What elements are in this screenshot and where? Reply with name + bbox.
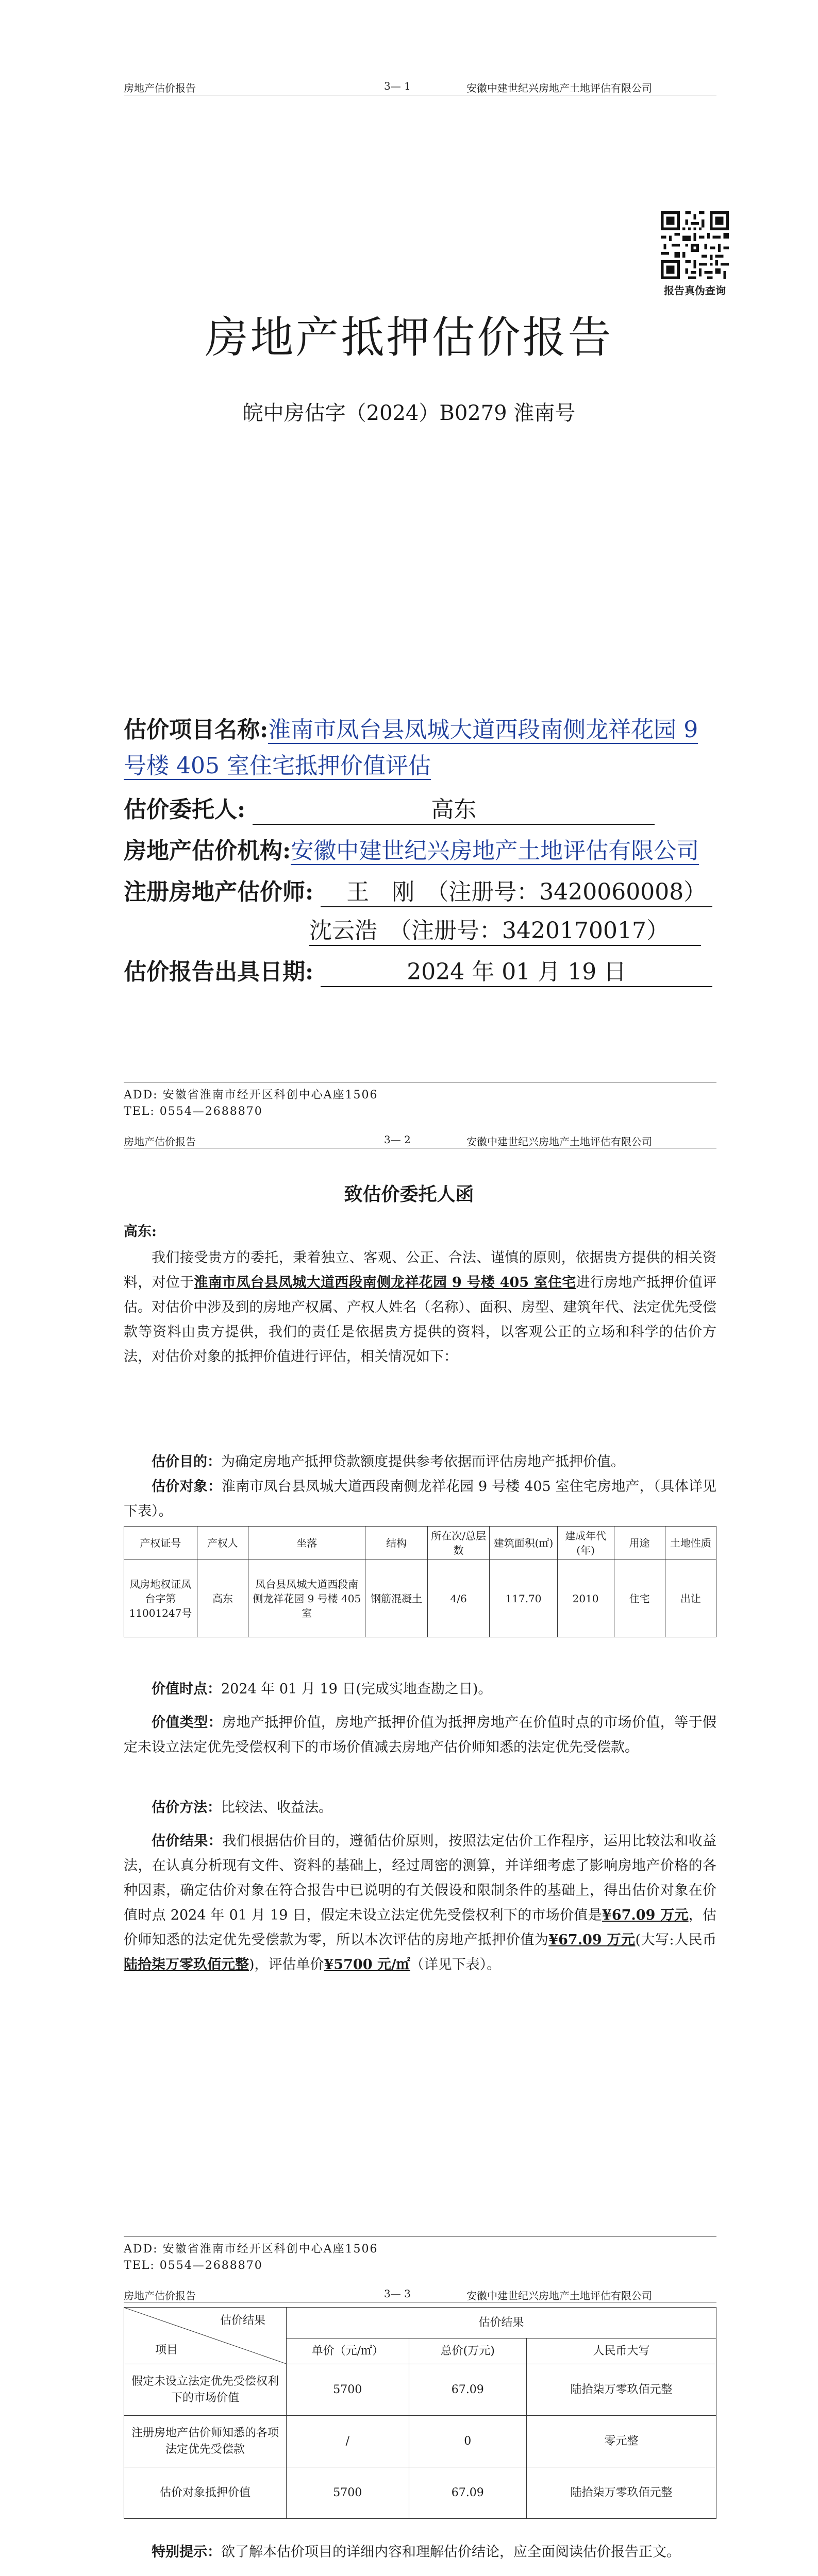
intro-address: 淮南市凤台县凤城大道西段南侧龙祥花园 9 号楼 405 室住宅 (194, 1275, 576, 1291)
appraiser-row-2 (309, 912, 701, 946)
result-paragraph (124, 1829, 716, 1977)
value-time-paragraph (124, 1677, 716, 1702)
unit-price: ¥5700 元/㎡ (324, 1957, 410, 1973)
td-use: 住宅 (614, 1560, 665, 1637)
header-left: 房地产估价报告 (124, 1136, 196, 1148)
header-page-number: 3— 2 (384, 1133, 411, 1146)
date-value (321, 953, 712, 987)
td-total: 67.09 (409, 2364, 526, 2416)
appraiser-2-text: 沈云浩 （注册号：3420170017） (309, 918, 669, 944)
purpose-text: 为确定房地产抵押贷款额度提供参考依据而评估房地产抵押价值。 (221, 1454, 625, 1470)
td-unit: 5700 (287, 2364, 409, 2416)
special-notice (124, 2540, 716, 2565)
header-page-number: 3— 3 (384, 2287, 411, 2300)
appraiser-row (124, 873, 712, 907)
result-table (124, 2307, 716, 2519)
th-upper: 人民币大写 (526, 2338, 716, 2364)
th-unit: 单价（元/㎡） (287, 2338, 409, 2364)
page-footer (124, 1087, 378, 1120)
qr-code-icon[interactable] (661, 211, 729, 279)
project-name-line1: 淮南市凤台县凤城大道西段南侧龙祥花园 9 (268, 717, 698, 743)
time-label: 价值时点： (152, 1681, 221, 1697)
td-land: 出让 (665, 1560, 716, 1637)
th-cert: 产权证号 (124, 1527, 197, 1560)
property-table (124, 1526, 716, 1637)
object-text: 淮南市凤台县凤城大道西段南侧龙祥花园 9 号楼 405 室住宅房地产，（具体详见下表）。 (124, 1479, 717, 1519)
appraiser-2 (309, 912, 701, 946)
header-left: 房地产估价报告 (124, 2290, 196, 2302)
letter-salutation: 高东: (124, 1224, 157, 1240)
th-floor: 所在次/总层数 (427, 1527, 490, 1560)
th-owner: 产权人 (197, 1527, 248, 1560)
agency-value: 安徽中建世纪兴房地产土地评估有限公司 (291, 838, 699, 864)
td-area: 117.70 (490, 1560, 557, 1637)
agency-row (124, 832, 699, 865)
th-location: 坐落 (248, 1527, 365, 1560)
appraiser-label: 注册房地产估价师: (124, 879, 314, 905)
header-page-number: 3— 1 (384, 80, 411, 92)
th-structure: 结构 (365, 1527, 428, 1560)
report-title: 房地产抵押估价报告 (205, 312, 613, 363)
td-total: 0 (409, 2416, 526, 2467)
table-row (124, 2364, 716, 2416)
td-floor: 4/6 (427, 1560, 490, 1637)
td-upper: 陆拾柒万零玖佰元整 (526, 2467, 716, 2519)
letter-title: 致估价委托人函 (344, 1183, 474, 1205)
header-company: 安徽中建世纪兴房地产土地评估有限公司 (466, 2290, 652, 2302)
appraiser-1 (321, 873, 712, 907)
market-value: ¥67.09 万元 (602, 1907, 689, 1923)
client-label: 估价委托人: (124, 796, 246, 823)
th-use: 用途 (614, 1527, 665, 1560)
mortgage-value-upper: 陆拾柒万零玖佰元整 (124, 1957, 249, 1973)
date-label: 估价报告出具日期: (124, 959, 314, 985)
method-label: 估价方法： (152, 1800, 221, 1816)
result-text-b: ，估价师知悉的法定优先受偿款为零，所以本次评估的房地产抵押价值为 (124, 1907, 717, 1948)
footer-tel: TEL: 0554—2688870 (124, 1105, 263, 1118)
object-label: 估价对象： (152, 1479, 222, 1495)
type-text: 房地产抵押价值，房地产抵押价值为抵押房地产在价值时点的市场价值，等于假定未设立法定优先受偿权利下的市场价值减去房地产估价师知悉的法定优先受偿款。 (124, 1715, 717, 1755)
td-unit: 5700 (287, 2467, 409, 2519)
result-text-a: 我们根据估价目的，遵循估价原则，按照法定估价工作程序，运用比较法和收益法，在认真分析现有文件、资料的基础上，经过周密的测算，并详细考虑了影响房地产价格的各种因素，确定估价对象在符合报告中已说明的有关假设和限制条件的基础上，得出估价对象在价值时点 2024 年 01 月 19 日，假定未设立法定优先受偿权利下的市场价值是 (124, 1833, 717, 1923)
td-upper: 陆拾柒万零玖佰元整 (526, 2364, 716, 2416)
table-header-row (124, 2308, 716, 2338)
purpose-label: 估价目的： (152, 1454, 221, 1470)
value-type-paragraph (124, 1710, 716, 1760)
td-upper: 零元整 (526, 2416, 716, 2467)
project-name-row (124, 711, 698, 744)
project-name-label: 估价项目名称: (124, 717, 269, 743)
report-number: 皖中房估字（2024）B0279 淮南号 (242, 401, 576, 425)
group-header: 估价结果 (287, 2308, 716, 2338)
td-cert: 凤房地权证凤台字第11001247号 (124, 1560, 197, 1637)
letter-intro (124, 1246, 716, 1369)
footer-address: ADD: 安徽省淮南市经开区科创中心A座1506 (124, 1089, 378, 1101)
td-owner: 高东 (197, 1560, 248, 1637)
project-name-line2: 号楼 405 室住宅抵押价值评估 (124, 753, 431, 779)
table-row (124, 1560, 716, 1637)
result-text-d: )，评估单价 (249, 1957, 324, 1973)
method-paragraph (124, 1795, 716, 1820)
result-label: 估价结果： (152, 1833, 223, 1849)
th-area: 建筑面积(㎡) (490, 1527, 557, 1560)
td-total: 67.09 (409, 2467, 526, 2519)
corner-bottom: 项目 (155, 2344, 178, 2357)
td-item: 估价对象抵押价值 (124, 2467, 287, 2519)
corner-cell (124, 2308, 287, 2364)
header-company: 安徽中建世纪兴房地产土地评估有限公司 (466, 82, 652, 94)
header-company: 安徽中建世纪兴房地产土地评估有限公司 (466, 1136, 652, 1148)
td-structure: 钢筋混凝土 (365, 1560, 428, 1637)
th-total: 总价(万元) (409, 2338, 526, 2364)
client-value (253, 791, 655, 825)
intro-text-c: 进行房地产抵押价值评估。对估价中涉及到的房地产权属、产权人姓名（名称）、面积、房型、建筑年代、法定优先受偿款等资料由贵方提供，我们的责任是依据贵方提供的资料，以客观公正的立场和科学的估价方法，对估价对象的抵押价值进行评估，相关情况如下： (124, 1275, 717, 1365)
table-header-row (124, 1527, 716, 1560)
td-year: 2010 (557, 1560, 614, 1637)
intro-text-a: 我们接受贵方的委托，秉着独立、客观、公正、合法、谨慎的原则，依据贵方提供的相关资料，对位于 (124, 1250, 716, 1291)
td-item: 假定未设立法定优先受偿权利下的市场价值 (124, 2364, 287, 2416)
client-name: 高东 (431, 796, 477, 823)
table-row (124, 2416, 716, 2467)
footer-tel: TEL: 0554—2688870 (124, 2259, 263, 2272)
special-label: 特别提示： (152, 2544, 221, 2560)
header-left: 房地产估价报告 (124, 82, 196, 94)
td-location: 凤台县凤城大道西段南侧龙祥花园 9 号楼 405 室 (248, 1560, 365, 1637)
date-text: 2024 年 01 月 19 日 (407, 959, 627, 985)
corner-top: 估价结果 (220, 2314, 266, 2327)
method-text: 比较法、收益法。 (221, 1800, 332, 1816)
result-text-e: （详见下表）。 (410, 1957, 501, 1973)
special-text: 欲了解本估价项目的详细内容和理解估价结论，应全面阅读估价报告正文。 (221, 2544, 680, 2560)
td-item: 注册房地产估价师知悉的各项法定优先受偿款 (124, 2416, 287, 2467)
time-text: 2024 年 01 月 19 日(完成实地查勘之日)。 (221, 1681, 492, 1697)
mortgage-value: ¥67.09 万元 (548, 1932, 636, 1948)
appraiser-1-text: 王 刚 （注册号：3420060008） (346, 879, 707, 905)
client-row (124, 791, 655, 825)
agency-label: 房地产估价机构: (124, 838, 291, 864)
th-year: 建成年代(年) (557, 1527, 614, 1560)
object-paragraph (124, 1475, 716, 1524)
result-text-c: (大写:人民币 (635, 1932, 716, 1948)
qr-caption: 报告真伪查询 (664, 284, 726, 297)
table-row (124, 2467, 716, 2519)
td-unit: / (287, 2416, 409, 2467)
footer-address: ADD: 安徽省淮南市经开区科创中心A座1506 (124, 2243, 378, 2256)
type-label: 价值类型： (152, 1715, 223, 1731)
page-footer (124, 2241, 378, 2274)
date-row (124, 953, 712, 987)
purpose-paragraph (124, 1450, 716, 1475)
th-land: 土地性质 (665, 1527, 716, 1560)
project-name-row-2 (124, 747, 431, 780)
